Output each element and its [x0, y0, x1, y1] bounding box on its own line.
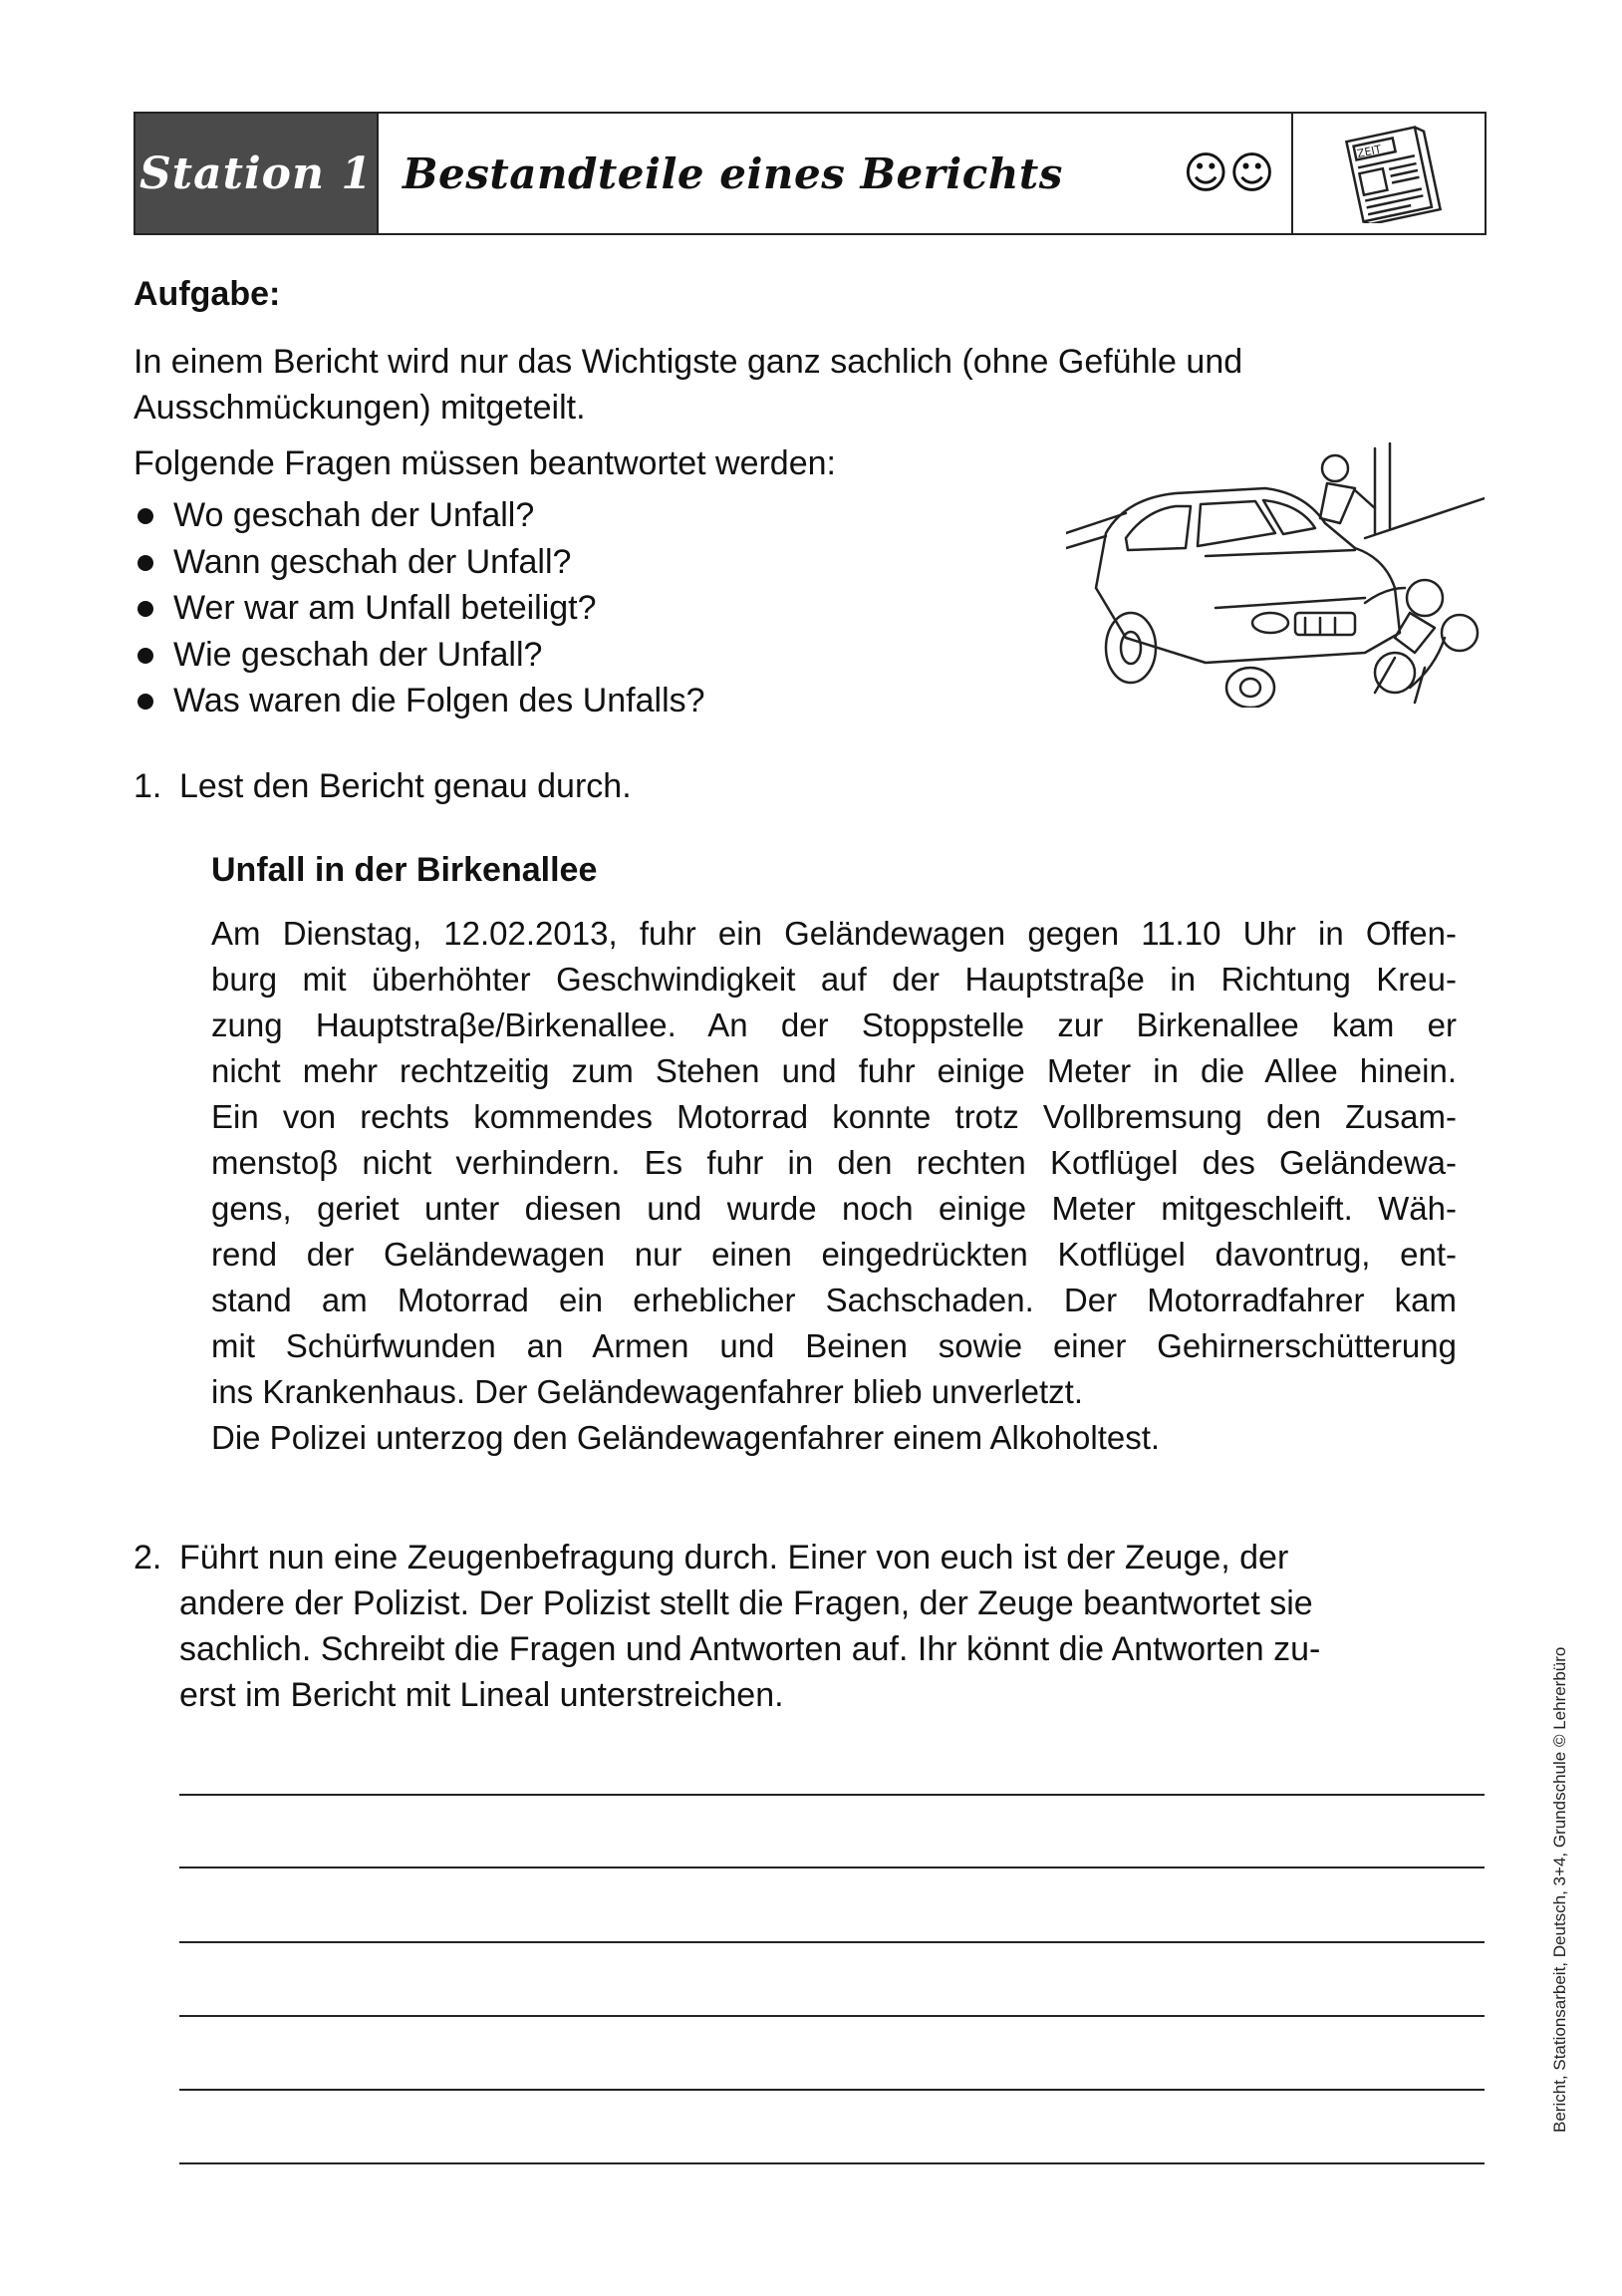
answer-writing-line[interactable]: [179, 1794, 1485, 1796]
list-item: [134, 539, 705, 586]
step-2: [134, 1535, 1488, 1734]
question-text: Was waren die Folgen des Unfalls?: [173, 682, 705, 719]
question-text: Wie geschah der Unfall?: [173, 635, 543, 674]
difficulty-smiley-icons: ☺☺: [1183, 147, 1275, 199]
step-text: Lest den Bericht genau durch.: [179, 767, 632, 805]
report-line: mit Schürfwunden an Armen und Beinen sowie einer Gehirnerschütterung: [211, 1327, 1457, 1364]
report-line: nicht mehr rechtzeitig zum Stehen und fuhr einige Meter in die Allee hinein.: [211, 1052, 1457, 1089]
question-text: Wo geschah der Unfall?: [173, 496, 535, 534]
report-line: ins Krankenhaus. Der Geländewagenfahrer blieb unverletzt.: [211, 1373, 1084, 1410]
bullet-icon: [137, 694, 153, 710]
bullet-icon: [137, 555, 153, 571]
task-intro: [134, 339, 1429, 430]
bullet-icon: [137, 648, 153, 664]
questions-intro: Folgende Fragen müssen beantwortet werden:: [134, 444, 836, 482]
step-number: 1.: [134, 767, 162, 805]
report-line: burg mit überhöhter Geschwindigkeit auf der Hauptstraβe in Richtung Kreu-: [211, 961, 1457, 998]
step-text-line: Führt nun eine Zeugenbefragung durch. Einer von euch ist der Zeuge, der: [179, 1539, 1289, 1577]
report-line: Am Dienstag, 12.02.2013, fuhr ein Geländewagen gegen 11.10 Uhr in Offen-: [211, 915, 1457, 952]
question-text: Wer war am Unfall beteiligt?: [173, 589, 597, 627]
report-line: stand am Motorrad ein erheblicher Sachschaden. Der Motorradfahrer kam: [211, 1282, 1457, 1318]
step-text-line: erst im Bericht mit Lineal unterstreichen.: [179, 1676, 784, 1714]
answer-writing-line[interactable]: [179, 2162, 1485, 2164]
report-line: zung Hauptstraβe/Birkenallee. An der Stoppstelle zur Birkenallee kam er: [211, 1006, 1457, 1043]
step-text-line: andere der Polizist. Der Polizist stellt die Fragen, der Zeuge beantwortet sie: [179, 1584, 1313, 1622]
report-line: Ein von rechts kommendes Motorrad konnte trotz Vollbremsung den Zusam-: [211, 1098, 1457, 1135]
report-line: menstoβ nicht verhindern. Es fuhr in den rechten Kotflügel des Geländewa-: [211, 1144, 1457, 1181]
answer-writing-line[interactable]: [179, 2089, 1485, 2091]
list-item: [134, 492, 705, 539]
answer-writing-line[interactable]: [179, 2015, 1485, 2017]
answer-writing-line[interactable]: [179, 1941, 1485, 1943]
step-text-line: sachlich. Schreibt die Fragen und Antworten auf. Ihr könnt die Antworten zu-: [179, 1630, 1321, 1668]
newspaper-icon-label: ZEIT: [1355, 143, 1383, 161]
step-1: [134, 763, 1488, 813]
answer-writing-line[interactable]: [179, 1866, 1485, 1868]
worksheet-title-text: Bestandteile eines Berichts: [403, 148, 1063, 198]
bullet-icon: [137, 508, 153, 524]
car-accident-illustration: [1066, 438, 1485, 708]
station-label: Station 1: [135, 114, 379, 233]
task-intro-line: Ausschmückungen) mitgeteilt.: [134, 389, 586, 427]
station-header: [134, 112, 1487, 235]
step-text: [179, 1535, 1475, 1718]
report-line: rend der Geländewagen nur einen eingedrückten Kotflügel davontrug, ent-: [211, 1236, 1457, 1273]
bullet-icon: [137, 601, 153, 617]
worksheet-title: [379, 114, 1291, 233]
task-label: Aufgabe:: [134, 275, 281, 313]
list-item: [134, 678, 705, 724]
report-line: Die Polizei unterzog den Geländewagenfahrer einem Alkoholtest.: [211, 1419, 1161, 1456]
list-item: [134, 632, 705, 679]
report-title: Unfall in der Birkenallee: [211, 851, 598, 889]
task-intro-line: In einem Bericht wird nur das Wichtigste ganz sachlich (ohne Gefühle und: [134, 343, 1243, 381]
newspaper-icon: [1291, 114, 1485, 233]
step-number: 2.: [134, 1539, 162, 1577]
list-item: [134, 585, 705, 632]
report-body: [211, 911, 1457, 1461]
question-text: Wann geschah der Unfall?: [173, 542, 572, 581]
copyright-sidebar: Bericht, Stationsarbeit, Deutsch, 3+4, Grundschule © Lehrerbüro: [1550, 1646, 1569, 2133]
report-line: gens, geriet unter diesen und wurde noch einige Meter mitgeschleift. Wäh-: [211, 1190, 1457, 1227]
question-list: [134, 492, 705, 724]
